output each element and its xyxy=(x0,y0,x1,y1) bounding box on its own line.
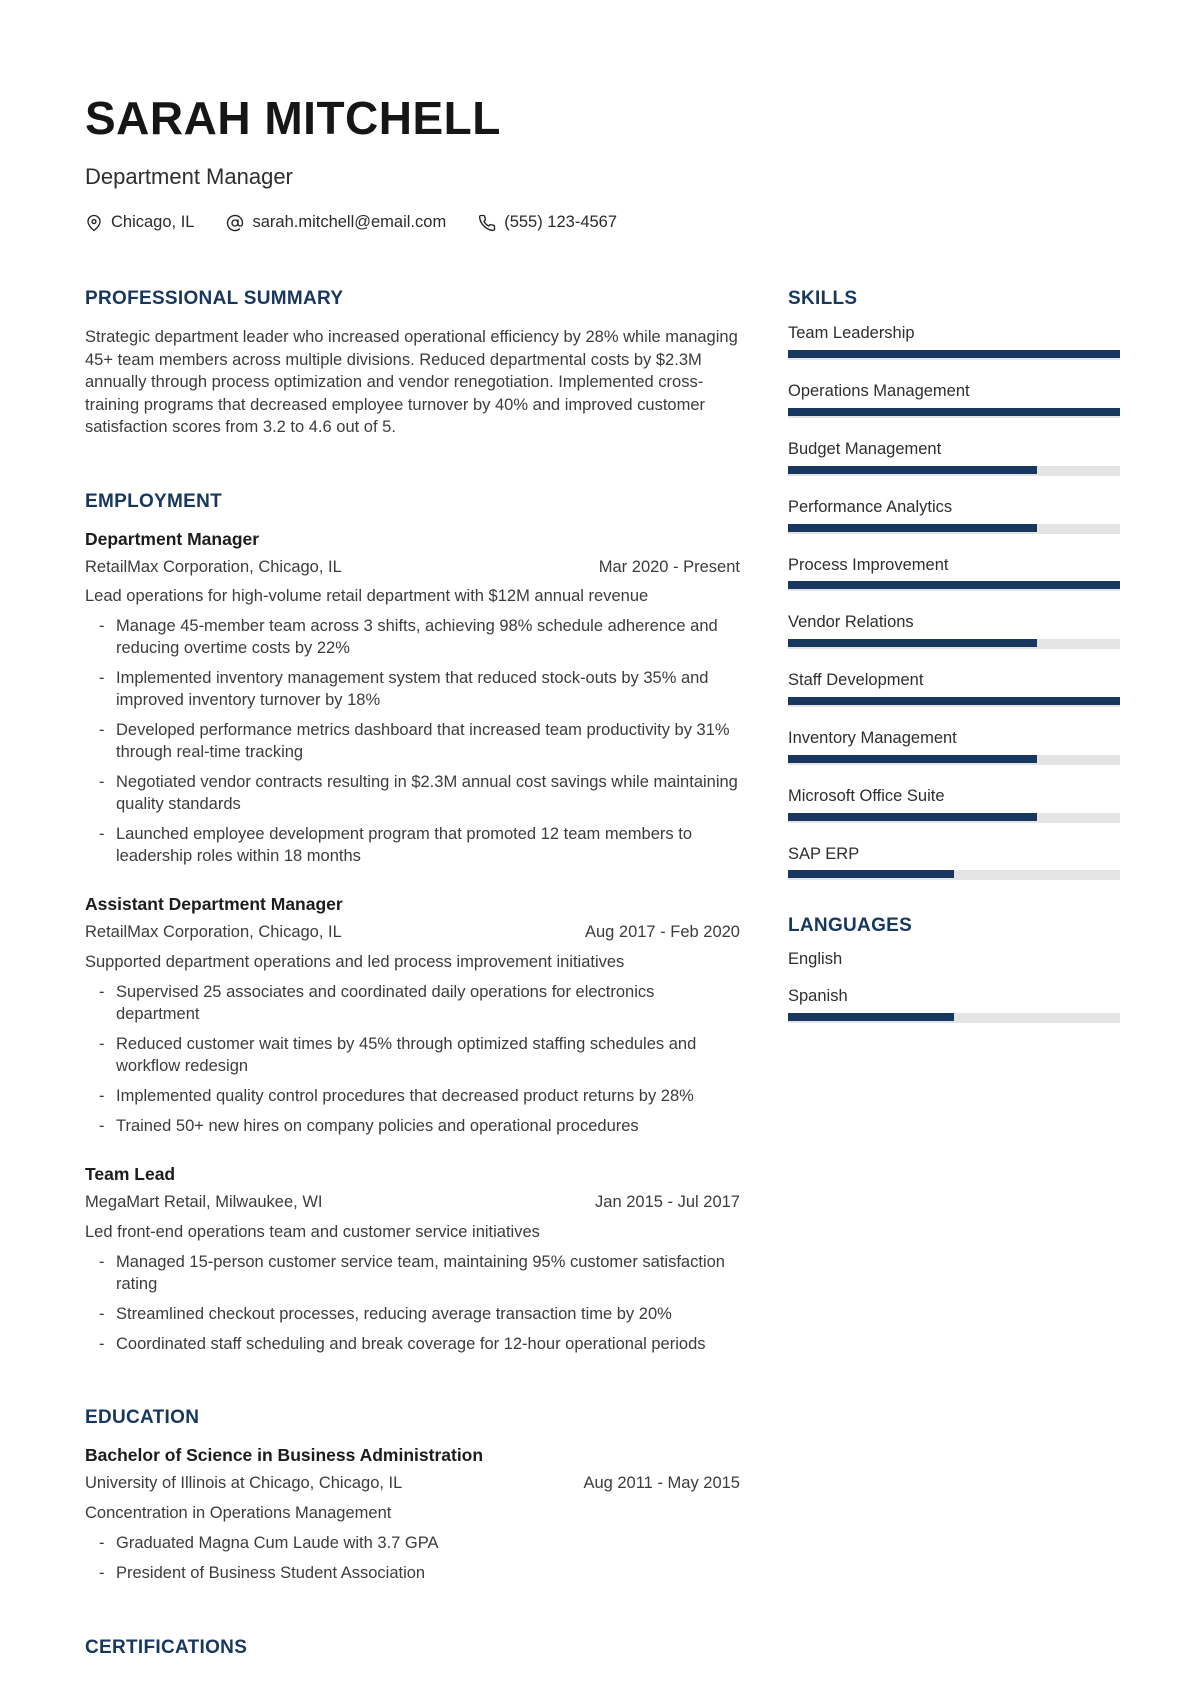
location-pin-icon xyxy=(85,214,103,232)
language-label: Spanish xyxy=(788,986,848,1005)
language-item xyxy=(788,950,1120,970)
skill-item xyxy=(788,498,1120,534)
skill-bar xyxy=(788,870,1120,880)
skill-item xyxy=(788,729,1120,765)
job-dates: Jan 2015 - Jul 2017 xyxy=(595,1193,740,1212)
skill-bar xyxy=(788,581,1120,591)
language-bar xyxy=(788,1013,1120,1023)
skill-bar-fill xyxy=(788,813,1037,821)
bullet-item: - Manage 45-member team across 3 shifts, achieving 98% schedule adherence and reducing overtime costs by 22% xyxy=(85,615,740,659)
education-bullet-list xyxy=(85,1532,740,1584)
job-dates: Mar 2020 - Present xyxy=(598,557,740,576)
job-title: Department Manager xyxy=(85,528,260,549)
bullet-item: - President of Business Student Association xyxy=(85,1562,740,1584)
contact-email-text: sarah.mitchell@email.com xyxy=(252,213,447,232)
section-education xyxy=(85,1407,740,1584)
skill-item xyxy=(788,556,1120,592)
job-entry xyxy=(85,894,740,1137)
skill-label: Budget Management xyxy=(788,439,942,458)
job-bullet-list xyxy=(85,981,740,1137)
contact-phone-text: (555) 123-4567 xyxy=(504,213,618,232)
skill-item xyxy=(788,845,1120,881)
job-title: Team Lead xyxy=(85,1164,176,1185)
section-certifications xyxy=(85,1637,740,1659)
skill-label: Staff Development xyxy=(788,671,924,690)
header xyxy=(85,94,1120,232)
skill-bar xyxy=(788,466,1120,476)
main-column xyxy=(85,288,740,1674)
job-bullet-list xyxy=(85,615,740,867)
section-heading-employment: EMPLOYMENT xyxy=(85,490,223,512)
summary-paragraph: Strategic department leader who increased operational efficiency by 28% while managing 45+ team members across multiple divisions. Reduced departmental costs by $2.3M annually through process optimization and vendor renegotiation. Implemented cross-training programs that decreased employee turnover by 40% and improved customer satisfaction scores from 3.2 to 4.6 out of 5. xyxy=(85,328,738,437)
contact-phone xyxy=(478,213,617,232)
bullet-item: - Graduated Magna Cum Laude with 3.7 GPA xyxy=(85,1532,740,1554)
bullet-item: - Streamlined checkout processes, reducing average transaction time by 20% xyxy=(85,1303,740,1325)
bullet-item: - Negotiated vendor contracts resulting in $2.3M annual cost savings while maintaining quality standards xyxy=(85,771,740,815)
job-title: Assistant Department Manager xyxy=(85,894,343,915)
skill-bar-fill xyxy=(788,524,1037,532)
skill-label: Process Improvement xyxy=(788,555,949,574)
job-company: MegaMart Retail, Milwaukee, WI xyxy=(85,1193,323,1212)
job-company: RetailMax Corporation, Chicago, IL xyxy=(85,923,342,942)
job-meta-row xyxy=(85,923,740,943)
skill-item xyxy=(788,324,1120,360)
person-name: SARAH MITCHELL xyxy=(85,92,501,144)
education-degree: Bachelor of Science in Business Administration xyxy=(85,1444,484,1465)
section-skills xyxy=(788,288,1120,880)
skill-label: SAP ERP xyxy=(788,844,860,863)
job-summary: Led front-end operations team and customer service initiatives xyxy=(85,1223,540,1242)
skill-bar xyxy=(788,350,1120,360)
bullet-item: - Managed 15-person customer service team, maintaining 95% customer satisfaction rating xyxy=(85,1251,740,1295)
education-note: Concentration in Operations Management xyxy=(85,1503,392,1522)
skill-bar-fill xyxy=(788,408,1120,416)
education-school: University of Illinois at Chicago, Chicago, IL xyxy=(85,1473,403,1492)
section-languages xyxy=(788,915,1120,1022)
education-entry xyxy=(85,1445,740,1584)
job-entry xyxy=(85,1164,740,1355)
skill-label: Operations Management xyxy=(788,382,970,401)
skill-bar xyxy=(788,408,1120,418)
contact-location-text: Chicago, IL xyxy=(111,213,195,232)
skill-bar xyxy=(788,639,1120,649)
skill-bar xyxy=(788,813,1120,823)
language-bar-fill xyxy=(788,1013,954,1021)
section-heading-education: EDUCATION xyxy=(85,1407,200,1429)
bullet-item: - Trained 50+ new hires on company policies and operational procedures xyxy=(85,1115,740,1137)
skill-item xyxy=(788,787,1120,823)
skill-bar-fill xyxy=(788,639,1037,647)
education-meta-row xyxy=(85,1474,740,1494)
skill-bar xyxy=(788,524,1120,534)
sidebar-column xyxy=(788,288,1120,1674)
section-heading-skills: SKILLS xyxy=(788,288,858,310)
skill-label: Inventory Management xyxy=(788,728,957,747)
skill-label: Microsoft Office Suite xyxy=(788,786,945,805)
skill-bar xyxy=(788,755,1120,765)
bullet-item: - Coordinated staff scheduling and break coverage for 12-hour operational periods xyxy=(85,1333,740,1355)
section-employment xyxy=(85,491,740,1355)
job-meta-row xyxy=(85,1193,740,1213)
person-title: Department Manager xyxy=(85,164,293,190)
bullet-item: - Implemented inventory management system that reduced stock-outs by 35% and improved inventory turnover by 18% xyxy=(85,667,740,711)
job-company: RetailMax Corporation, Chicago, IL xyxy=(85,557,342,576)
skill-label: Performance Analytics xyxy=(788,497,953,516)
bullet-item: - Developed performance metrics dashboard that increased team productivity by 31% through real-time tracking xyxy=(85,719,740,763)
job-summary: Supported department operations and led process improvement initiatives xyxy=(85,953,625,972)
skill-bar-fill xyxy=(788,581,1120,589)
language-item xyxy=(788,987,1120,1023)
job-entry xyxy=(85,529,740,868)
section-professional-summary xyxy=(85,288,740,438)
skill-label: Team Leadership xyxy=(788,324,915,343)
skill-bar-fill xyxy=(788,466,1037,474)
skill-bar xyxy=(788,697,1120,707)
education-dates: Aug 2011 - May 2015 xyxy=(583,1473,740,1492)
job-summary: Lead operations for high-volume retail department with $12M annual revenue xyxy=(85,587,649,606)
phone-icon xyxy=(478,214,496,232)
section-heading-summary: PROFESSIONAL SUMMARY xyxy=(85,288,344,310)
skill-item xyxy=(788,613,1120,649)
job-bullet-list xyxy=(85,1251,740,1355)
skill-bar-fill xyxy=(788,350,1120,358)
job-meta-row xyxy=(85,558,740,578)
contact-location xyxy=(85,213,194,232)
contact-row xyxy=(85,213,1120,232)
bullet-item: - Supervised 25 associates and coordinated daily operations for electronics department xyxy=(85,981,740,1025)
content-columns xyxy=(85,288,1120,1674)
bullet-item: - Implemented quality control procedures that decreased product returns by 28% xyxy=(85,1085,740,1107)
skill-bar-fill xyxy=(788,870,954,878)
skill-bar-fill xyxy=(788,755,1037,763)
section-heading-languages: LANGUAGES xyxy=(788,915,913,937)
job-dates: Aug 2017 - Feb 2020 xyxy=(584,923,740,942)
section-heading-certifications: CERTIFICATIONS xyxy=(85,1636,248,1658)
skill-item xyxy=(788,382,1120,418)
contact-email xyxy=(226,213,446,232)
skill-label: Vendor Relations xyxy=(788,613,914,632)
skill-item xyxy=(788,440,1120,476)
bullet-item: - Launched employee development program that promoted 12 team members to leadership roles within 18 months xyxy=(85,823,740,867)
bullet-item: - Reduced customer wait times by 45% through optimized staffing schedules and workflow redesign xyxy=(85,1033,740,1077)
language-label: English xyxy=(788,950,843,969)
skill-bar-fill xyxy=(788,697,1120,705)
at-sign-icon xyxy=(226,214,244,232)
skill-item xyxy=(788,671,1120,707)
